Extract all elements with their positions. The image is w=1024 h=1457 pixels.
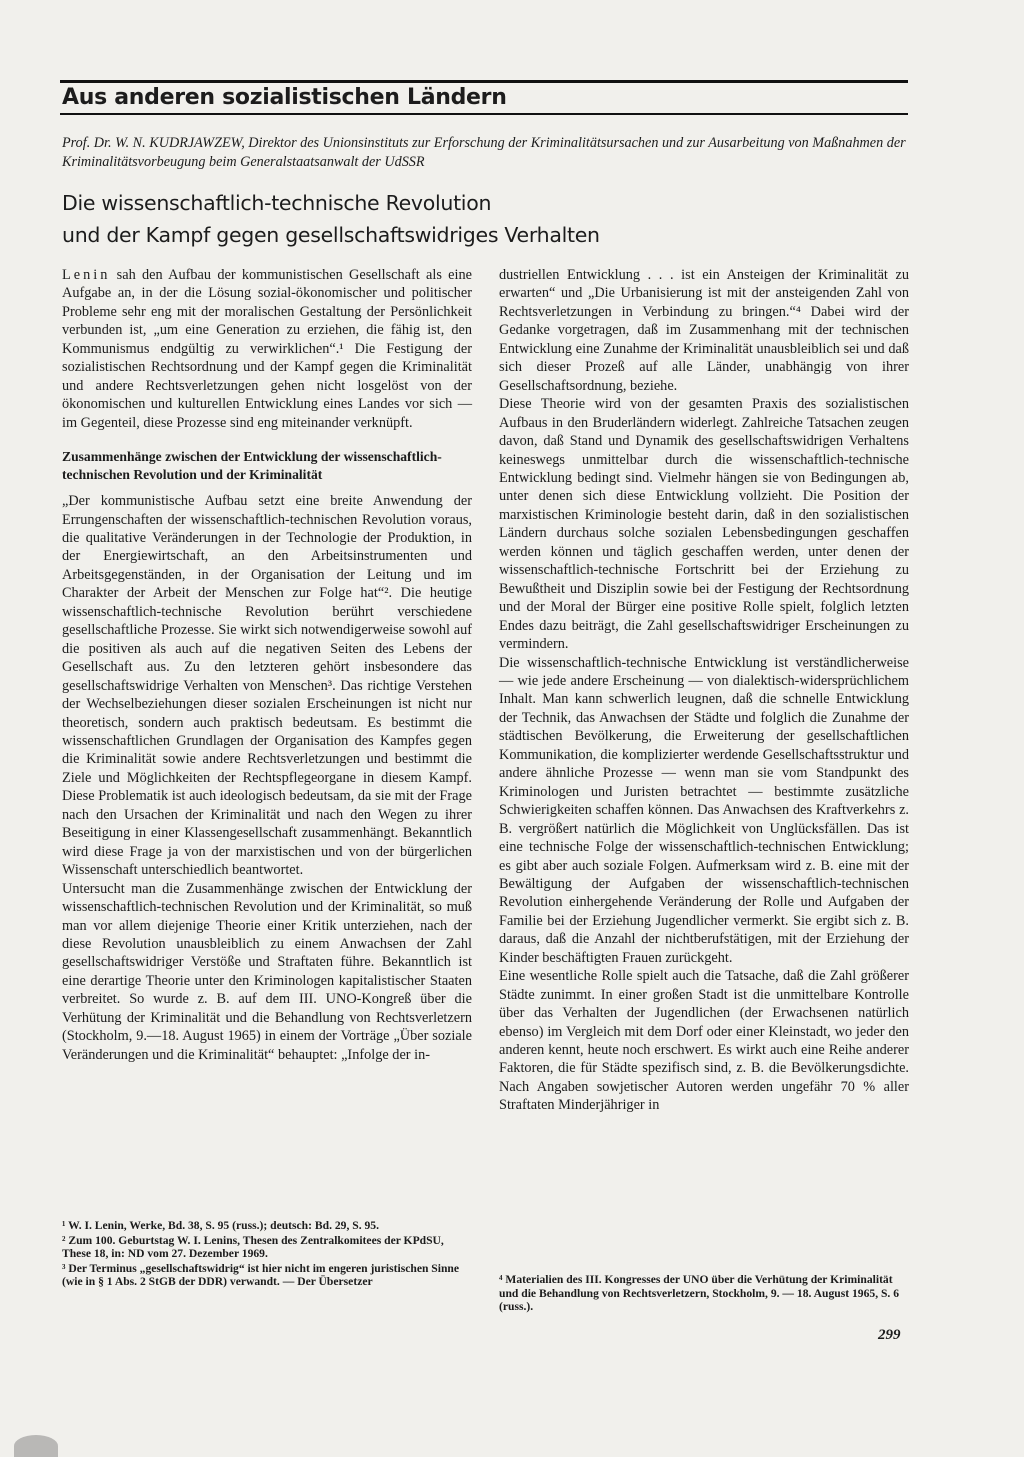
- right-column: [499, 266, 909, 1115]
- author-line: Prof. Dr. W. N. KUDRJAWZEW, Direktor des Unionsinstituts zur Erforschung der Kriminalitätsursachen und zur Ausarbeitung von Maßnahmen der Kriminalitätsvorbeugung beim Generalstaatsanwalt der UdSSR: [62, 135, 906, 170]
- lead-word: Lenin: [62, 267, 111, 283]
- header-rule-bottom: [60, 113, 908, 115]
- footnote: ² Zum 100. Geburtstag W. I. Lenins, Thesen des Zentralkomitees der KPdSU, These 18, in: ND vom 27. Dezember 1969.: [62, 1233, 444, 1261]
- footnotes-left: [62, 1219, 472, 1290]
- paragraph: [62, 266, 472, 432]
- paragraph: Die wissenschaftlich-technische Entwicklung ist verständlicherweise — wie jede andere Erscheinung — von dialektisch-widersprüchlichem Inhalt. Man kann schwerlich leugnen, daß die schnelle Entwicklung der Technik, das Anwachsen der Städte und folglich die Zunahme der städtischen Bevölkerung, die Erweiterung der gesellschaftlichen Kommunikation, die komplizierter werdende Gesellschaftsstruktur und andere ähnliche Prozesse — wenn man sie vom Standpunkt des Kriminologen und Juristen betrachtet — bestimmte zusätzliche Schwierigkeiten schaffen können. Das Anwachsen des Kraftverkehrs z. B. vergrößert natürlich die Möglichkeit von Unglücksfällen. Das ist eine technische Folge der wissenschaftlich-technischen Entwicklung; es gibt aber auch soziale Folgen. Aufmerksam wird z. B. eine mit der Bewältigung der Aufgaben der wissenschaftlich-technischen Revolution einhergehende Veränderung der Rolle und Aufgaben der Familie bei der Erziehung Jugendlicher vermerkt. Sie ergibt sich z. B. daraus, daß die Anzahl der nichtberufstätigen, mit der Erziehung der Kinder beschäftigten Frauen zurückgeht.: [499, 654, 909, 966]
- footnote: ³ Der Terminus „gesellschaftswidrig“ ist hier nicht im engeren juristischen Sinne (wie in § 1 Abs. 2 StGB der DDR) verwandt. — Der Übersetzer: [62, 1261, 460, 1289]
- scan-smudge: [14, 1435, 58, 1457]
- paragraph: „Der kommunistische Aufbau setzt eine breite Anwendung der Errungenschaften der wissenschaftlich-technischen Revolution voraus, die qualitative Veränderungen in der Technologie der Produktion, in der Energiewirtschaft, an den Arbeitsinstrumenten und Arbeitsgegenständen, in der Organisation der Leitung und im Charakter der Arbeit der Menschen zur Folge hat“². Die heutige wissenschaftlich-technische Revolution berührt verschiedene gesellschaftliche Prozesse. Sie wirkt sich notwendigerweise sowohl auf die positiven als auch auf die negativen Seiten des Lebens der Gesellschaft aus. Zu den letzteren gehört insbesondere das gesellschaftswidrige Verhalten von Menschen³. Das richtige Verstehen der Wechselbeziehungen dieser sozialen Erscheinungen ist nicht nur theoretisch, sondern auch praktisch bedeutsam. Es bestimmt die wissenschaftlichen Grundlagen der Organisation des Kampfes gegen die Kriminalität sowie andere Rechtsverletzungen und bestimmt die Ziele und Möglichkeiten der Rechtspflegeorgane in diesem Kampf. Diese Problematik ist auch ideologisch bedeutsam, da sie mit der Frage nach den Ursachen der Kriminalität und nach den Wegen zu ihrer Beseitigung in einer Klassengesellschaft zusammenhängt. Bekanntlich wird diese Frage ja von der marxistischen und von der bürgerlichen Wissenschaft unterschiedlich beantwortet.: [62, 493, 472, 879]
- footnote: ⁴ Materialien des III. Kongresses der UNO über die Verhütung der Kriminalität und die Behandlung von Rechtsverletzern, Stockholm, 9. — 18. August 1965, S. 6 (russ.).: [499, 1273, 900, 1314]
- subheading: Zusammenhänge zwischen der Entwicklung der wissenschaftlich-technischen Revolution und der Kriminalität: [62, 449, 442, 482]
- paragraph-text: sah den Aufbau der kommunistischen Gesellschaft als eine Aufgabe an, in der die Lösung sozial-ökonomischer und politischer Probleme sehr eng mit der moralischen Gestaltung der Persönlichkeit verbunden ist, „um eine Generation zu erziehen, die fähig ist, den Kommunismus endgültig zu verwirklichen“.¹ Die Festigung der sozialistischen Rechtsordnung und der Kampf gegen die Kriminalität und andere Rechtsverletzungen gehen nicht losgelöst von der ökonomischen und kulturellen Entwicklung eines Landes vor sich — im Gegenteil, diese Prozesse sind eng miteinander verknüpft.: [62, 267, 472, 431]
- page-number: 299: [878, 1327, 901, 1343]
- article-title: [62, 187, 910, 251]
- footnotes-right: [499, 1273, 909, 1315]
- paragraph: Diese Theorie wird von der gesamten Praxis des sozialistischen Aufbaus in den Bruderländern widerlegt. Zahlreiche Tatsachen zeugen davon, daß Stand und Dynamik des gesellschaftswidrigen Verhaltens keineswegs unmittelbar durch die wissenschaftlich-technische Entwicklung bedingt sind. Vielmehr hängen sie von Bedingungen ab, unter denen sich diese Entwicklung vollzieht. Die Position der marxistischen Kriminologie besteht darin, daß in den sozialistischen Ländern durchaus solche sozialen Lebensbedingungen geschaffen werden können und täglich geschaffen werden, unter denen der wissenschaftlich-technische Fortschritt bei der Erziehung zu Bewußtheit und Disziplin sowie bei der Festigung der Rechtsordnung und der Moral der Bürger eine positive Rolle spielt, folglich letzten Endes dazu beiträgt, die Zahl gesellschaftswidriger Erscheinungen zu vermindern.: [499, 396, 909, 653]
- paragraph: Untersucht man die Zusammenhänge zwischen der Entwicklung der wissenschaftlich-technischen Revolution und der Kriminalität, so muß man vor allem diejenige Theorie einer Kritik unterziehen, nach der diese Revolution unausbleiblich zu einem Anwachsen der Zahl gesellschaftswidriger Verstöße und Straftaten führe. Bekanntlich ist eine derartige Theorie unter den Kriminologen kapitalistischer Staaten verbreitet. So wurde z. B. auf dem III. UNO-Kongreß über die Verhütung der Kriminalität und die Behandlung von Rechtsverletzern (Stockholm, 9.—18. August 1965) in einem der Vorträge „Über soziale Veränderungen und die Kriminalität“ behauptet: „Infolge der in-: [62, 880, 472, 1063]
- footnote: ¹ W. I. Lenin, Werke, Bd. 38, S. 95 (russ.); deutsch: Bd. 29, S. 95.: [62, 1219, 379, 1232]
- left-column: [62, 266, 472, 1064]
- article-title-line-1: Die wissenschaftlich-technische Revolution: [62, 191, 492, 215]
- article-title-line-2: und der Kampf gegen gesellschaftswidriges Verhalten: [62, 223, 600, 247]
- paragraph: Eine wesentliche Rolle spielt auch die Tatsache, daß die Zahl größerer Städte zunimmt. In einer großen Stadt ist die unmittelbare Kontrolle über das Verhalten der Jugendlichen (der Erwachsenen natürlich ebenso) im Vergleich mit dem Dorf oder einer Kleinstadt, wo jeder den anderen kennt, heute noch erschwert. Es wirkt auch eine Reihe anderer Faktoren, die für Städte spezifisch sind, z. B. die Bevölkerungsdichte. Nach Angaben sowjetischer Autoren werden ungefähr 70 % aller Straftaten Minderjähriger in: [499, 968, 909, 1114]
- paragraph: dustriellen Entwicklung . . . ist ein Ansteigen der Kriminalität zu erwarten“ und „Die Urbanisierung ist mit der ansteigenden Zahl von Rechtsverletzungen in Verbindung zu bringen.“⁴ Dabei wird der Gedanke vorgetragen, daß im Zusammenhang mit der technischen Entwicklung eine Zunahme der Kriminalität unausbleiblich sei und daß sich dieser Prozeß auf alle Länder, unabhängig von ihrer Gesellschaftsordnung, beziehe.: [499, 267, 909, 394]
- section-title: Aus anderen sozialistischen Ländern: [62, 85, 507, 110]
